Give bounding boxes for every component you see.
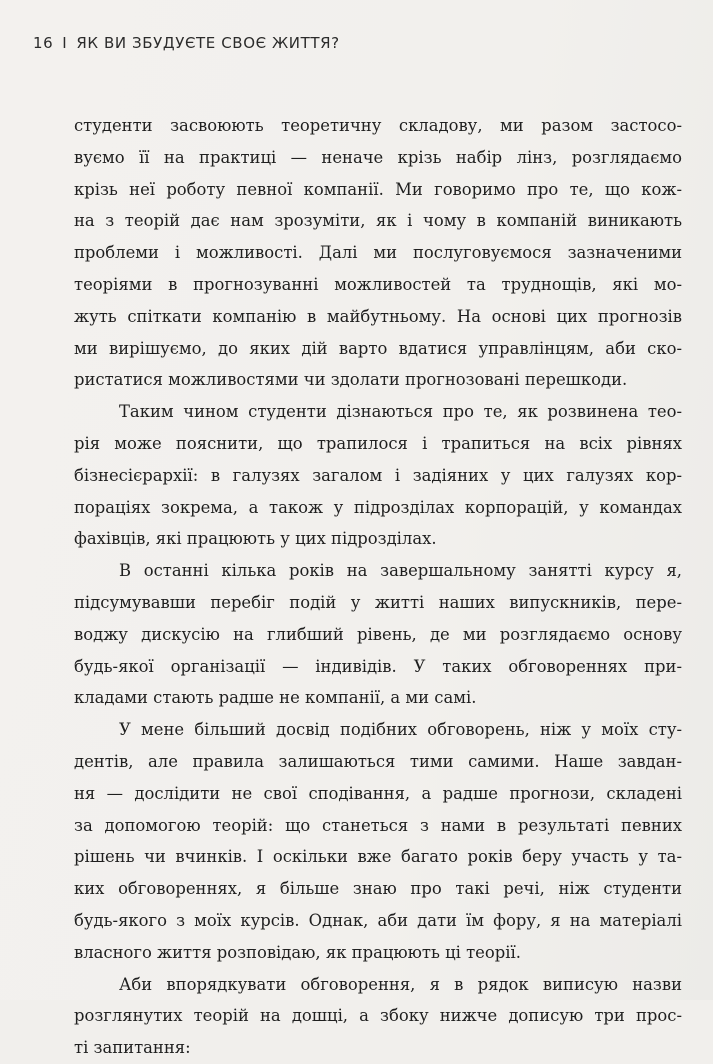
text-line: пораціях зокрема, а також у підрозділах корпорацій, у командах — [74, 497, 682, 517]
text-line: рішень чи вчинків. І оскільки вже багато років беру участь у та- — [74, 847, 682, 867]
text-line: будь-якої організації — індивідів. У таких обговореннях при- — [74, 656, 682, 676]
text-line: вуємо її на практиці — неначе крізь набір лінз, розглядаємо — [74, 147, 682, 167]
text-line: ня — дослідити не свої сподівання, а радше прогнози, складені — [74, 783, 682, 803]
text-line: на з теорій дає нам зрозуміти, як і чому в компаній виникають — [74, 211, 682, 231]
text-line: ристатися можливостями чи здолати прогнозовані перешкоди. — [74, 370, 628, 390]
text-line: ми вирішуємо, до яких дій варто вдатися управлінцям, аби ско- — [74, 338, 682, 358]
text-line: В останні кілька років на завершальному занятті курсу я, — [119, 561, 682, 581]
text-line: кладами стають радше не компанії, а ми самі. — [74, 688, 477, 708]
text-line: крізь неї роботу певної компанії. Ми говоримо про те, що кож- — [74, 179, 682, 199]
text-line: У мене більший досвід подібних обговорень, ніж у моїх сту- — [119, 720, 682, 740]
text-line: Аби впорядкувати обговорення, я в рядок виписую назви — [119, 974, 682, 994]
text-line: дентів, але правила залишаються тими самими. Наше завдан- — [74, 751, 682, 771]
text-line: бізнесієрархії: в галузях загалом і задіяних у цих галузях кор- — [74, 465, 682, 485]
running-head — [33, 34, 340, 52]
text-line: Таким чином студенти дізнаються про те, як розвинена тео- — [119, 402, 682, 422]
text-line: розглянутих теорій на дошці, а збоку нижче дописую три прос- — [74, 1006, 682, 1026]
text-line: власного життя розповідаю, як працюють ці теорії. — [74, 942, 521, 962]
text-line: за допомогою теорій: що станеться з нами в результаті певних — [74, 815, 682, 835]
page-number: 16 — [33, 34, 54, 52]
text-line: воджу дискусію на глибший рівень, де ми розглядаємо основу — [74, 624, 682, 644]
text-line: студенти засвоюють теоретичну складову, ми разом застосо- — [74, 116, 682, 135]
text-line: ких обговореннях, я більше знаю про такі речі, ніж студенти — [74, 879, 682, 899]
header-separator: I — [62, 34, 68, 52]
text-line: теоріями в прогнозуванні можливостей та труднощів, які мо- — [74, 274, 682, 294]
chapter-title: ЯК ВИ ЗБУДУЄТЕ СВОЄ ЖИТТЯ? — [76, 34, 340, 52]
body-text — [74, 110, 682, 1064]
text-line: жуть спіткати компанію в майбутньому. На основі цих прогнозів — [74, 306, 682, 326]
text-line: рія може пояснити, що трапилося і трапиться на всіх рівнях — [74, 433, 682, 453]
text-line: ті запитання: — [74, 1038, 191, 1058]
text-line: підсумувавши перебіг подій у житті наших випускників, пере- — [74, 592, 682, 612]
text-line: будь-якого з моїх курсів. Однак, аби дати їм фору, я на матеріалі — [74, 910, 682, 930]
text-line: фахівців, які працюють у цих підрозділах. — [74, 529, 437, 549]
text-line: проблеми і можливості. Далі ми послуговуємося зазначеними — [74, 243, 682, 263]
